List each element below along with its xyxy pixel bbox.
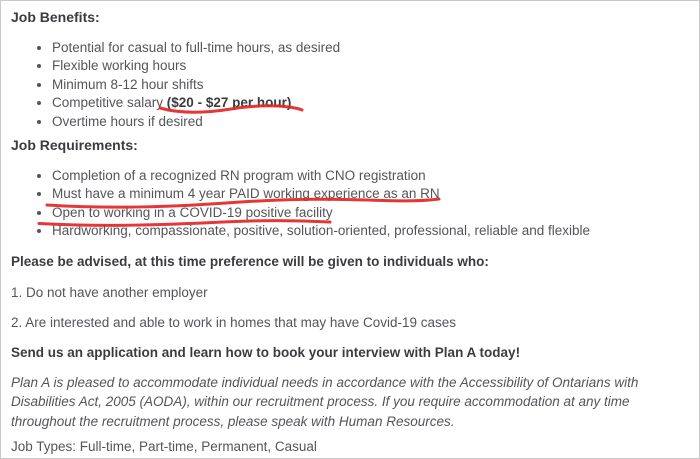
job-requirements-list (11, 167, 691, 241)
benefit-text: Minimum 8-12 hour shifts (52, 76, 204, 92)
preference-item-1: 1. Do not have another employer (11, 284, 208, 300)
benefit-item (52, 57, 691, 75)
job-types: Job Types: Full-time, Part-time, Permanent, Casual (11, 439, 317, 455)
benefit-item (52, 76, 691, 94)
preference-intro: Please be advised, at this time preference will be given to individuals who: (11, 253, 489, 269)
requirement-item-covid: • Open to working in a COVID-19 positive facility (52, 204, 691, 222)
requirement-item: • Hardworking, compassionate, positive, solution-oriented, professional, reliable and flexible (52, 222, 691, 240)
benefit-item-salary (52, 94, 691, 112)
benefit-text: Overtime hours if desired (52, 113, 203, 129)
job-benefits-title: Job Benefits: (11, 9, 100, 25)
benefit-text: Competitive salary (52, 95, 167, 111)
benefit-text: Potential for casual to full-time hours, as desired (52, 40, 341, 55)
requirement-item-experience: • Must have a minimum 4 year PAID working experience as an RN (52, 185, 691, 203)
benefit-item (52, 113, 691, 131)
preference-item-2: 2. Are interested and able to work in homes that may have Covid-19 cases (11, 314, 456, 330)
benefit-item (52, 39, 691, 57)
application-cta: Send us an application and learn how to book your interview with Plan A today! (11, 344, 521, 360)
salary-range-highlight: ($20 - $27 per hour) (166, 95, 292, 111)
requirement-item: • Completion of a recognized RN program with CNO registration (52, 167, 691, 185)
job-requirements-title: Job Requirements: (11, 137, 138, 154)
job-benefits-list (11, 39, 691, 131)
accessibility-note: Plan A is pleased to accommodate individual needs in accordance with the Accessibility of Ontarians with Disabilities Act, 2005 (AODA), within our recruitment process. If you require accommodation at any time throughout the recruitment process, please speak with Human Resources. (11, 374, 639, 429)
benefit-text: Flexible working hours (52, 58, 187, 74)
